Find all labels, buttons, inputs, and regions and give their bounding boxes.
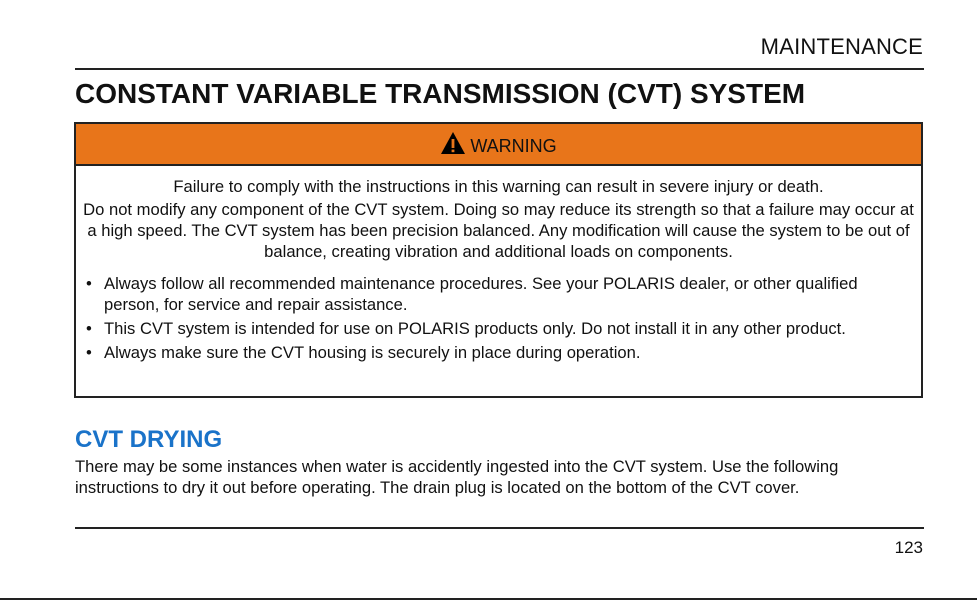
section-header: MAINTENANCE [760, 34, 923, 59]
list-item [82, 342, 917, 363]
warning-paragraph: Do not modify any component of the CVT system. Doing so may reduce its strength so that a failure may occur at a high speed. The CVT system has been precision balanced. Any modification will cause the system to be out of balance, creating vibration and additional loads on components. [83, 200, 914, 261]
bullet-text: Always follow all recommended maintenance procedures. See your POLARIS dealer, or other qualified person, for service and repair assistance. [104, 274, 858, 314]
page-bottom-edge [0, 598, 977, 600]
section-body: There may be some instances when water is accidently ingested into the CVT system. Use the following instructions to dry it out before operating. The drain plug is located on the bottom of the CVT cover. [75, 457, 839, 497]
section-heading: CVT DRYING [75, 426, 223, 453]
warning-body [76, 166, 921, 363]
bullet-text: This CVT system is intended for use on POLARIS products only. Do not install it in any other product. [104, 319, 846, 338]
warning-box [74, 122, 923, 398]
header-rule [75, 68, 924, 70]
list-item [82, 318, 917, 339]
warning-label: WARNING [470, 135, 557, 156]
warning-bullet-list [80, 273, 917, 363]
footer-rule [75, 527, 924, 529]
bullet-icon: • [86, 343, 92, 362]
bullet-text: Always make sure the CVT housing is securely in place during operation. [104, 343, 641, 362]
warning-intro: Failure to comply with the instructions in this warning can result in severe injury or death. [173, 177, 824, 196]
list-item [82, 273, 917, 315]
warning-triangle-icon [440, 131, 466, 155]
bullet-icon: • [86, 319, 92, 338]
page-number: 123 [894, 538, 923, 557]
warning-bar [76, 124, 921, 166]
bullet-icon: • [86, 274, 92, 293]
page-title: CONSTANT VARIABLE TRANSMISSION (CVT) SYSTEM [75, 78, 806, 109]
